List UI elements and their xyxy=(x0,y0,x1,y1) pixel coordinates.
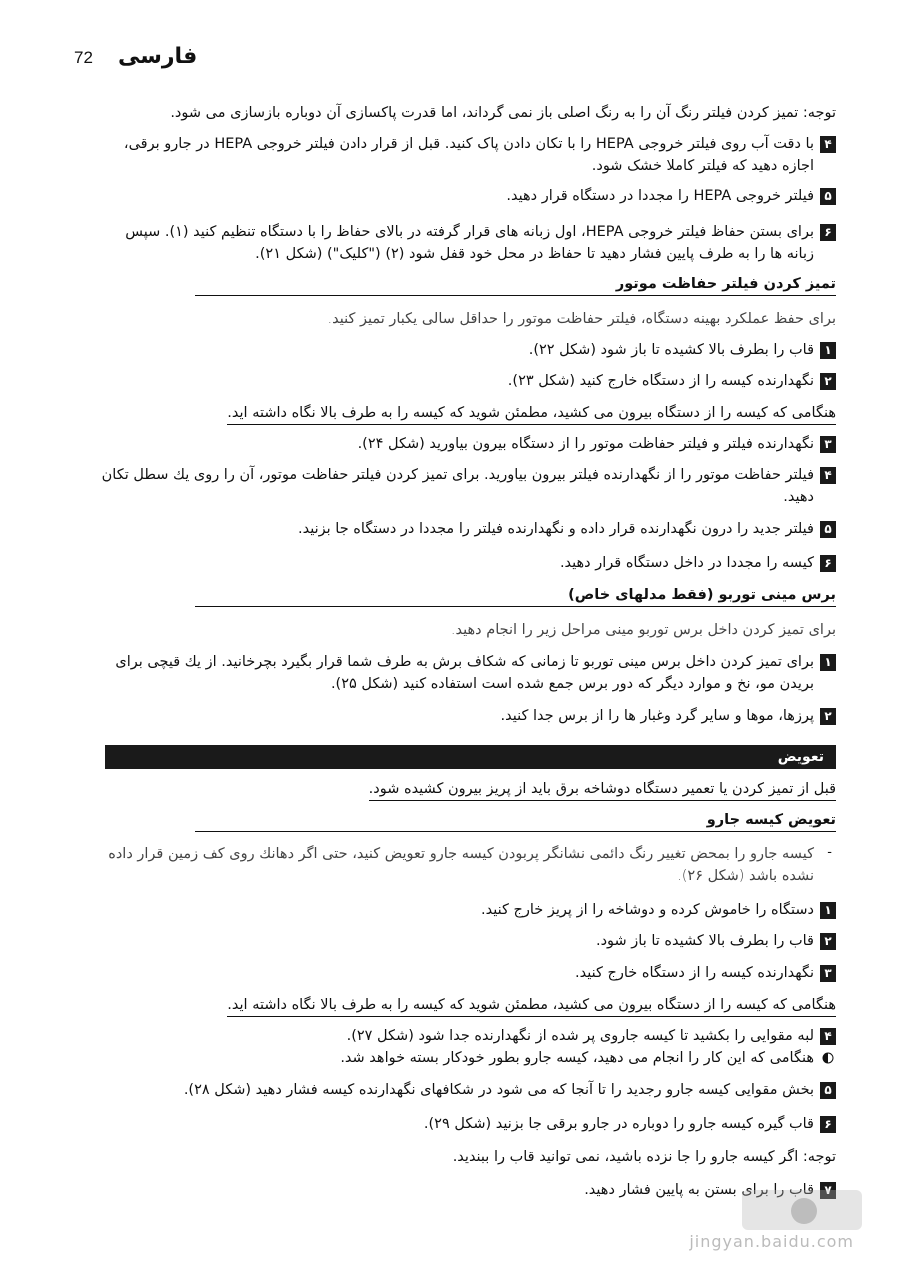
step-number-box: ۶ xyxy=(820,224,836,241)
motor-step5-text: فیلتر جدید را درون نگهدارنده قرار داده و نگهدارنده فیلتر را مجددا در دستگاه جا بزنید. xyxy=(298,521,814,537)
motor-step4-line2: دهید. xyxy=(783,489,814,505)
replacement-section-bar xyxy=(105,745,836,769)
turbo-step2-text: پرزها، موها و سایر گرد وغبار ها را از برس جدا کنید. xyxy=(500,708,814,724)
step-number-box: ۲ xyxy=(820,373,836,390)
bag-step4-line2: هنگامی که این کار را انجام می دهید، کیسه جارو بطور خودکار بسته خواهد شد. xyxy=(340,1050,814,1066)
hepa-note: توجه: تمیز کردن فیلتر رنگ آن را به رنگ اصلی باز نمی گرداند، اما قدرت پاکسازی آن دوباره بازسازی می شود. xyxy=(170,105,836,121)
unplug-warning: قبل از تمیز کردن یا تعمیر دستگاه دوشاخه برق باید از پریز بیرون کشیده شود. xyxy=(369,778,836,801)
step-number-box: ۱ xyxy=(820,654,836,671)
step-number-box: ۴ xyxy=(820,1028,836,1045)
bag-step5-text: بخش مقوایی کیسه جارو رجدید را تا آنجا که می شود در شکافهای نگهدارنده کیسه فشار دهید (شکل ۲۸). xyxy=(183,1082,814,1098)
page-number: 72 xyxy=(74,48,93,67)
bag-intro-line1: کیسه جارو را بمحض تغییر رنگ دائمی نشانگر پربودن کیسه جارو تعویض کنید، حتی اگر دهانك روی کف زمین قرار داده xyxy=(108,846,814,862)
motor-step3-text: نگهدارنده فیلتر و فیلتر حفاظت موتور را از دستگاه بیرون بیاورید (شکل ۲۴). xyxy=(357,436,814,452)
motor-step4-line1: فیلتر حفاظت موتور را از نگهدارنده فیلتر بیرون بیاورید. برای تمیز کردن فیلتر حفاظت موتور، آن را روی یك سطل تکان xyxy=(101,467,814,483)
bag-step4-line1: لبه مقوایی را بکشید تا کیسه جاروی پر شده از نگهدارنده جدا شود (شکل ۲۷). xyxy=(346,1028,814,1044)
page-header xyxy=(0,44,902,84)
bag-step6-text: قاب گیره کیسه جارو را دوباره در جارو برقی جا بزنید (شکل ۲۹). xyxy=(423,1116,814,1132)
step-number-box: ۲ xyxy=(820,933,836,950)
step-number-box: ۵ xyxy=(820,521,836,538)
bag-step2-text: قاب را بطرف بالا کشیده تا باز شود. xyxy=(595,933,814,949)
bag-step3-text: نگهدارنده کیسه را از دستگاه خارج کنید. xyxy=(575,965,814,981)
step-number-box: ۵ xyxy=(820,188,836,205)
motor-step1-text: قاب را بطرف بالا کشیده تا باز شود (شکل ۲۲). xyxy=(528,342,814,358)
turbo-intro: برای تمیز کردن داخل برس توربو مینی مراحل زیر را انجام دهید. xyxy=(450,622,836,638)
step-number-box: ۳ xyxy=(820,965,836,982)
motor-section-title: تمیز کردن فیلتر حفاظت موتور xyxy=(195,276,836,296)
motor-step6-text: کیسه را مجددا در داخل دستگاه قرار دهید. xyxy=(559,555,814,571)
hepa-step6-line2: زبانه ها را به طرف پایین فشار دهید تا حفاظ در محل خود قفل شود (۲) ("کلیک") (شکل ۲۱). xyxy=(255,246,814,262)
language-title: فارسی xyxy=(118,44,198,69)
hepa-step4-line2: اجازه دهید که فیلتر کاملا خشک شود. xyxy=(591,158,814,174)
bag-intro-line2: نشده باشد (شکل ۲۶). xyxy=(677,868,814,884)
step-number-box: ۷ xyxy=(820,1182,836,1199)
step-number-box: ۱ xyxy=(820,342,836,359)
half-circle-bullet-icon xyxy=(822,1049,834,1061)
step-number-box: ۵ xyxy=(820,1082,836,1099)
hepa-step5-text: فیلتر خروجی HEPA را مجددا در دستگاه قرار دهید. xyxy=(506,188,814,204)
step-number-box: ۲ xyxy=(820,708,836,725)
bag-section-title: تعویض کیسه جارو xyxy=(195,812,836,832)
dash-bullet: - xyxy=(827,845,832,860)
bag-warning: هنگامی که کیسه را از دستگاه بیرون می کشید، مطمئن شوید که کیسه را به طرف بالا نگاه داشته اید. xyxy=(227,994,836,1017)
step-number-box: ۶ xyxy=(820,1116,836,1133)
step-number-box: ۶ xyxy=(820,555,836,572)
replacement-section-title: تعویض xyxy=(777,749,824,765)
motor-warning: هنگامی که کیسه را از دستگاه بیرون می کشید، مطمئن شوید که کیسه را به طرف بالا نگاه داشته اید. xyxy=(227,402,836,425)
step-number-box: ۱ xyxy=(820,902,836,919)
turbo-step1-line1: برای تمیز کردن داخل برس مینی توربو تا زمانی که شکاف برش به طرف شما قرار بگیرد بچرخانید. از یك قیچی برای xyxy=(115,654,814,670)
bag-step1-text: دستگاه را خاموش کرده و دوشاخه را از پریز خارج کنید. xyxy=(481,902,814,918)
turbo-step1-line2: بریدن مو، نخ و موارد دیگر که دور برس جمع شده است استفاده کنید (شکل ۲۵). xyxy=(330,676,814,692)
hepa-step4-line1: با دقت آب روی فیلتر خروجی HEPA را با تکان دادن پاک کنید. قبل از قرار دادن فیلتر خروجی HEPA در جارو برقی، xyxy=(123,136,814,152)
motor-intro: برای حفظ عملکرد بهینه دستگاه، فیلتر حفاظت موتور را حداقل سالی یکبار تمیز کنید. xyxy=(327,311,836,327)
motor-step2-text: نگهدارنده کیسه را از دستگاه خارج کنید (شکل ۲۳). xyxy=(507,373,814,389)
step-number-box: ۴ xyxy=(820,467,836,484)
turbo-section-title: برس مینی توربو (فقط مدلهای خاص) xyxy=(195,587,836,607)
watermark-text: jingyan.baidu.com xyxy=(689,1232,854,1251)
bag-note: توجه: اگر کیسه جارو را جا نزده باشید، نمی توانید قاب را ببندید. xyxy=(452,1149,836,1165)
step-number-box: ۳ xyxy=(820,436,836,453)
paw-logo-icon xyxy=(791,1198,817,1224)
hepa-step6-line1: برای بستن حفاظ فیلتر خروجی HEPA، اول زبانه های قرار گرفته در بالای حفاظ را با دستگاه تنظیم کنید (۱). سپس xyxy=(125,224,814,240)
bag-step7-text: قاب را برای بستن به پایین فشار دهید. xyxy=(584,1182,814,1198)
step-number-box: ۴ xyxy=(820,136,836,153)
